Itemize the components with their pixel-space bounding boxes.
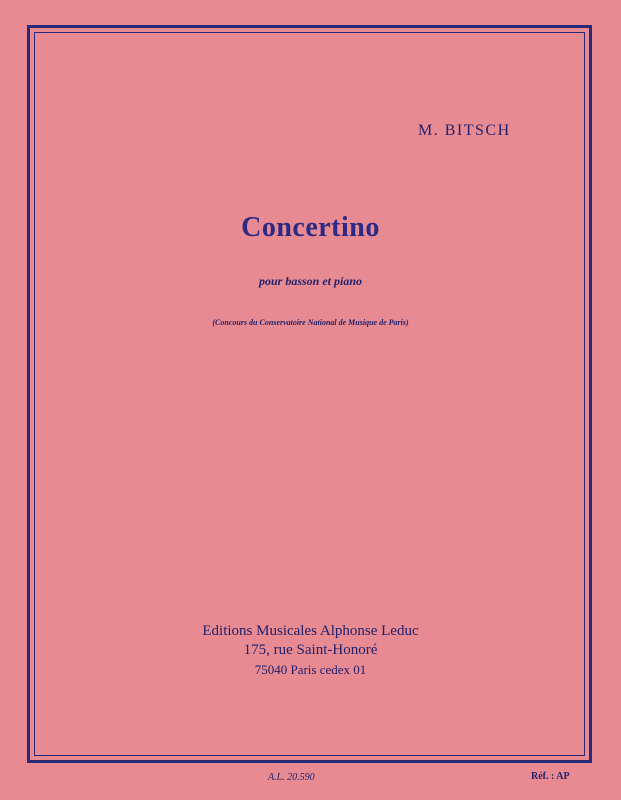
publisher-block <box>0 622 621 679</box>
publisher-city: 75040 Paris cedex 01 <box>254 662 367 677</box>
work-subtitle: pour basson et piano <box>258 274 363 288</box>
reference-code: Réf. : AP <box>531 771 570 782</box>
composer-name: M. BITSCH <box>418 122 511 139</box>
work-title: Concertino <box>241 212 380 243</box>
competition-note: (Concours du Conservatoire National de Musique de Paris) <box>212 318 409 327</box>
publisher-street: 175, rue Saint-Honoré <box>243 642 378 658</box>
publisher-name: Editions Musicales Alphonse Leduc <box>202 623 419 639</box>
plate-number: A.L. 20.590 <box>268 772 315 783</box>
